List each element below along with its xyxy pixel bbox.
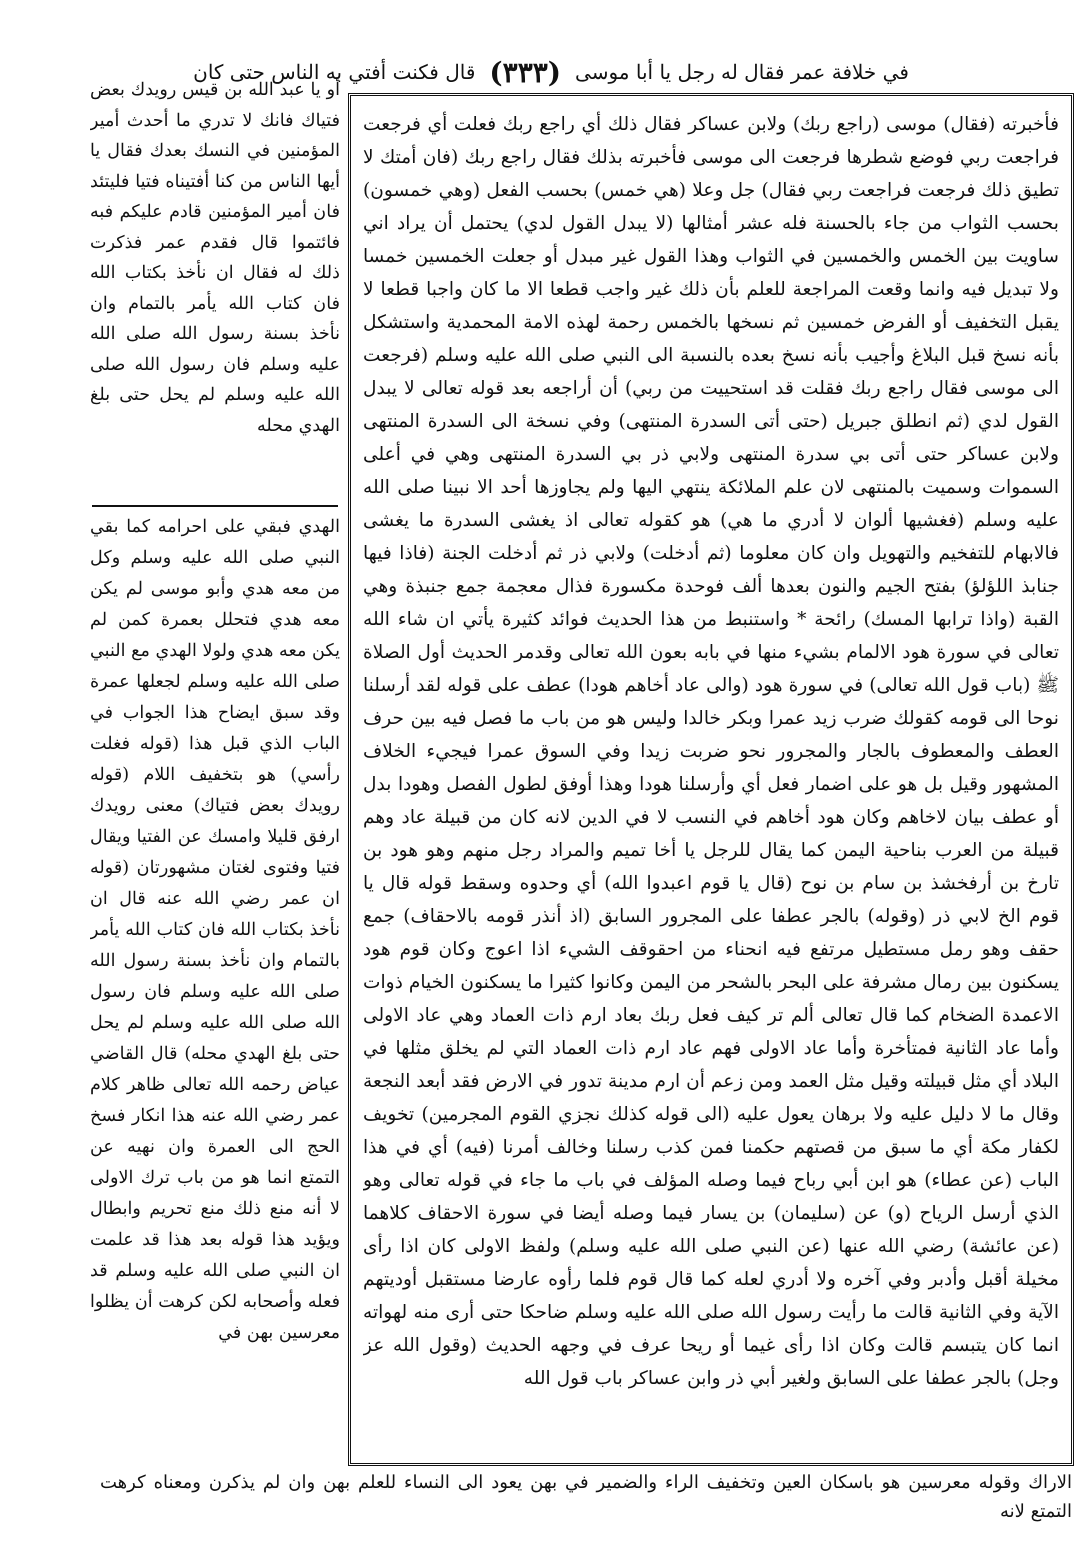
margin-bottom-paragraph: الهدي فبقي على احرامه كما بقي النبي صلى الله عليه وسلم وكل من معه هدي وأبو موسى لم يكن معه هدي فتحلل بعمرة كمن لم يكن معه هدي ولولا الهدي مع النبي صلى الله عليه وسلم لجعلها عمرة وقد سبق ايضاح هذا الجواب في الباب الذي قبل هذا (قوله فغلت رأسي) هو بتخفيف اللام (قوله رويدك بعض فتياك) معنى رويدك ارفق قليلا وامسك عن الفتيا ويقال فتيا وفتوى لغتان مشهورتان (قوله ان عمر رضي الله عنه قال ان نأخذ بكتاب الله فان كتاب الله يأمر بالتمام وان نأخذ بسنة رسول الله صلى الله عليه وسلم فان رسول الله صلى الله عليه وسلم لم يحل حتى بلغ الهدي محله) قال القاضي عياض رحمه الله تعالى ظاهر كلام عمر رضي الله عنه هذا انكار فسخ الحج الى العمرة وان نهيه عن التمتع انما هو من باب ترك الاولى لا أنه منع ذلك منع تحريم وابطال ويؤيد هذا قوله بعد هذا قد علمت ان النبي صلى الله عليه وسلم قد فعله وأصحابه لكن كرهت أن يظلوا معرسين بهن في: [90, 517, 340, 1343]
margin-text-top: [90, 75, 340, 495]
margin-text-bottom: [90, 512, 340, 1452]
main-text-frame: [348, 93, 1074, 1466]
page-number: (٣٣٣): [489, 55, 562, 89]
margin-divider: [92, 505, 338, 507]
main-commentary: [363, 108, 1059, 1451]
margin-top-paragraph: أو يا عبد الله بن قيس رويدك بعض فتياك فانك لا تدري ما أحدث أمير المؤمنين في النسك بعدك فقال يا أيها الناس من كنا أفتيناه فتيا فليتئد فان أمير المؤمنين قادم عليكم فبه فائتموا قال فقدم عمر فذكرت ذلك له فقال ان نأخذ بكتاب الله فان كتاب الله يأمر بالتمام وان نأخذ بسنة رسول الله صلى الله عليه وسلم فان رسول الله صلى الله عليه وسلم لم يحل حتى بلغ الهدي محله: [90, 80, 340, 436]
footer-paragraph: الاراك وقوله معرسين هو باسكان العين وتخفيف الراء والضمير في بهن يعود الى النساء للعلم بهن وان لم يذكرن ومعناه كرهت التمتع لانه: [100, 1472, 1072, 1522]
header-text-left: في خلافة عمر فقال له رجل يا أبا موسى: [575, 60, 909, 84]
header-text-right: قال فكنت أفتي به الناس حتى كان: [193, 60, 476, 84]
main-paragraph: فأخبرته (فقال) موسى (راجع ربك) ولابن عساكر فقال ذلك أي راجع ربك فعلت أي فرجعت فراجعت ربي فوضع شطرها فرجعت الى موسى فأخبرته بذلك فقال راجع ربك (فان أمتك لا تطيق ذلك فرجعت فراجعت ربي فقال) جل وعلا (هي خمس) بحسب الفعل (وهي خمسون) بحسب الثواب من جاء بالحسنة فله عشر أمثالها (لا يبدل القول لدي) يحتمل أن يراد اني ساويت بين الخمس والخمسين في الثواب وهذا القول غير مبدل أو جعلت الخمسين خمسا ولا تبديل فيه وانما وقعت المراجعة للعلم بأن ذلك غير واجب قطعا الا ما كان واجبا قطعا لا يقبل التخفيف أو الفرض خمسين ثم نسخها بالخمس رحمة لهذه الامة المحمدية واستشكل بأنه نسخ قبل البلاغ وأجيب بأنه نسخ بعده بالنسبة الى النبي صلى الله عليه وسلم (فرجعت الى موسى فقال راجع ربك فقلت قد استحييت من ربي) أن أراجعه بعد قوله تعالى لا يبدل القول لدي (ثم انطلق جبريل (حتى أتى السدرة المنتهى) وفي نسخة الى السدرة المنتهى ولابن عساكر حتى أتى بي سدرة المنتهى ولابي ذر بي السدرة المنتهى وهي في أعلى السموات وسميت بالمنتهى لان علم الملائكة ينتهي اليها ولم يجاوزها أحد الا نبينا صلى الله عليه وسلم (فغشيها ألوان لا أدري ما هي) هو كقوله تعالى اذ يغشى السدرة ما يغشى فالابهام للتفخيم والتهويل وان كان معلوما (ثم أدخلت) ولابي ذر ثم أدخلت الجنة (فاذا فيها جنابذ اللؤلؤ) بفتح الجيم والنون بعدها ألف فوحدة مكسورة فذال معجمة جمع جنبذة وهي القبة (واذا ترابها المسك) رائحة * واستنبط من هذا الحديث فوائد كثيرة يأتي ان شاء الله تعالى في سورة هود الالمام بشيء منها في بابه بعون الله تعالى وقدمر الحديث أول الصلاة ﷺ (باب قول الله تعالى) في سورة هود (والى عاد أخاهم هودا) عطف على قوله لقد أرسلنا نوحا الى قومه كقولك ضرب زيد عمرا وبكر خالدا وليس هو من باب ما فصل فيه بين حرف العطف والمعطوف بالجار والمجرور نحو ضربت زيدا وفي السوق عمرا فيجيء الخلاف المشهور وقيل بل هو على اضمار فعل أي وأرسلنا هودا وهذا أوفق لطول الفصل وهودا بدل أو عطف بيان لاخاهم وكان هود أخاهم في النسب لا في الدين لانه كان من قبيلة عاد وهم قبيلة من العرب بناحية اليمن كما يقال للرجل يا أخا تميم والمراد رجل منهم وهو هود بن تارخ بن أرفخشذ بن سام بن نوح (قال يا قوم اعبدوا الله) أي وحدوه وسقط قوله قال يا قوم الخ لابي ذر (وقوله) بالجر عطفا على المجرور السابق (اذ أنذر قومه بالاحقاف) جمع حقف وهو رمل مستطيل مرتفع فيه انحناء من احقوقف الشيء اذا اعوج وكان قوم هود يسكنون بين رمال مشرفة على البحر بالشحر من اليمن وكانوا كثيرا ما يسكنون الخيام ذوات الاعمدة الضخام كما قال تعالى ألم تر كيف فعل ربك بعاد ارم ذات العماد وهي عاد الاولى وأما عاد الثانية فمتأخرة وأما عاد الاولى فهم عاد ارم ذات العماد التي لم يخلق مثلها في البلاد أي مثل قبيلته وقيل مثل العمد ومن زعم أن ارم مدينة تدور في الارض فقد أبعد النجعة وقال ما لا دليل عليه ولا برهان يعول عليه (الى قوله كذلك نجزي القوم المجرمين) تخويف لكفار مكة أي ما سبق من قصتهم حكمنا فمن كذب رسلنا وخالف أمرنا (فيه) أي في هذا الباب (عن عطاء) هو ابن أبي رباح فيما وصله المؤلف في باب ما جاء في قوله تعالى وهو الذي أرسل الرياح (و) عن (سليمان) بن يسار فيما وصله أيضا في سورة الاحقاف كلاهما (عن عائشة) رضي الله عنها (عن النبي صلى الله عليه وسلم) ولفظ الاولى كان اذا رأى مخيلة أقبل وأدبر وفي آخره ولا أدري لعله كما قال قوم فلما رأوه عارضا مستقبل أوديتهم الآية وفي الثانية قالت ما رأيت رسول الله صلى الله عليه وسلم ضاحكا حتى أرى منه لهواته انما كان يتبسم قالت وكان اذا رأى غيما أو ريحا عرف في وجهه الحديث (وقول الله عز وجل) بالجر عطفا على السابق ولغير أبي ذر وابن عساكر باب قول الله: [363, 114, 1059, 1389]
page-footer-text: [100, 1468, 1072, 1528]
